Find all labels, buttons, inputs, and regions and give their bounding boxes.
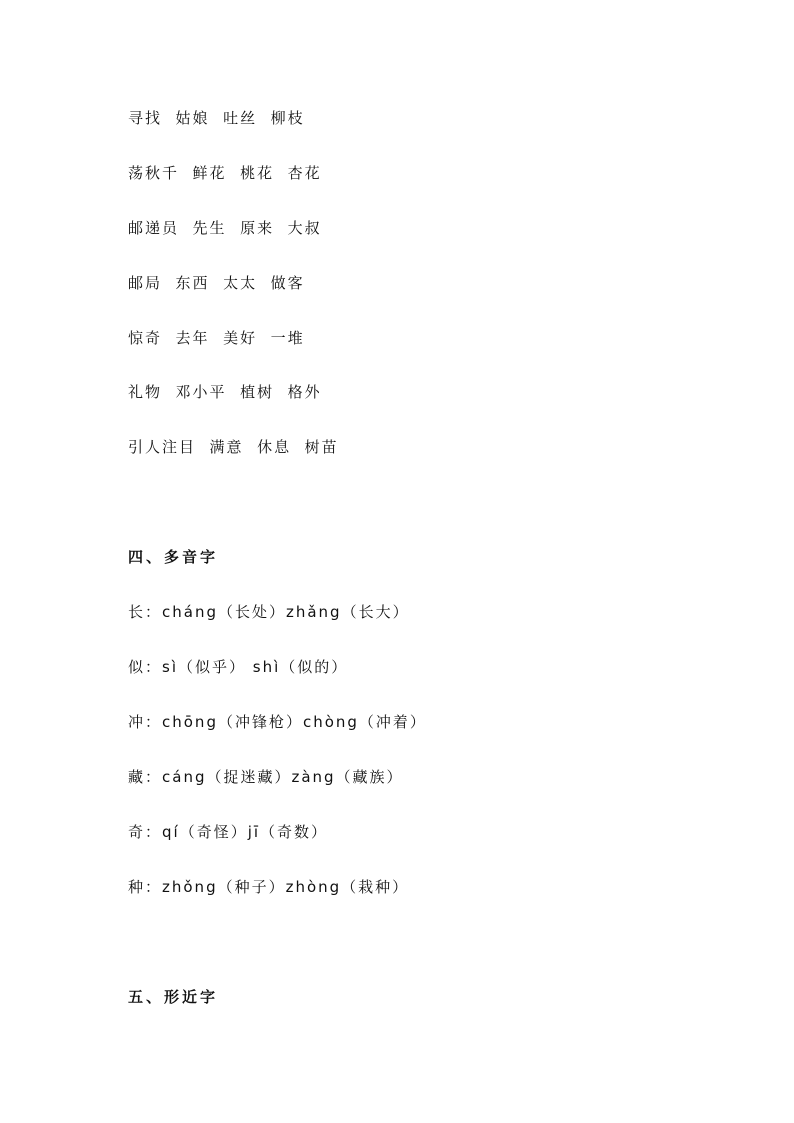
vocab-line: 礼物 邓小平 植树 格外 [128,383,322,401]
polyphonic-item: 奇：qí（奇怪）jī（奇数） [128,823,329,841]
vocab-line: 引人注目 满意 休息 树苗 [128,438,339,456]
polyphonic-item: 冲：chōng（冲锋枪）chòng（冲着） [128,713,427,731]
section-heading-similar-characters: 五、形近字 [128,988,219,1006]
polyphonic-item: 藏：cáng（捉迷藏）zàng（藏族） [128,768,404,786]
section-heading-polyphonic: 四、多音字 [128,548,219,566]
polyphonic-item: 长：cháng（长处）zhǎng（长大） [128,603,410,621]
polyphonic-item: 种：zhǒng（种子）zhòng（栽种） [128,878,410,896]
vocab-line: 荡秋千 鲜花 桃花 杏花 [128,164,322,182]
polyphonic-item: 似：sì（似乎） shì（似的） [128,658,349,676]
vocab-line: 邮递员 先生 原来 大叔 [128,219,322,237]
vocab-line: 惊奇 去年 美好 一堆 [128,329,305,347]
vocab-line: 邮局 东西 太太 做客 [128,274,305,292]
vocab-line: 寻找 姑娘 吐丝 柳枝 [128,109,305,127]
